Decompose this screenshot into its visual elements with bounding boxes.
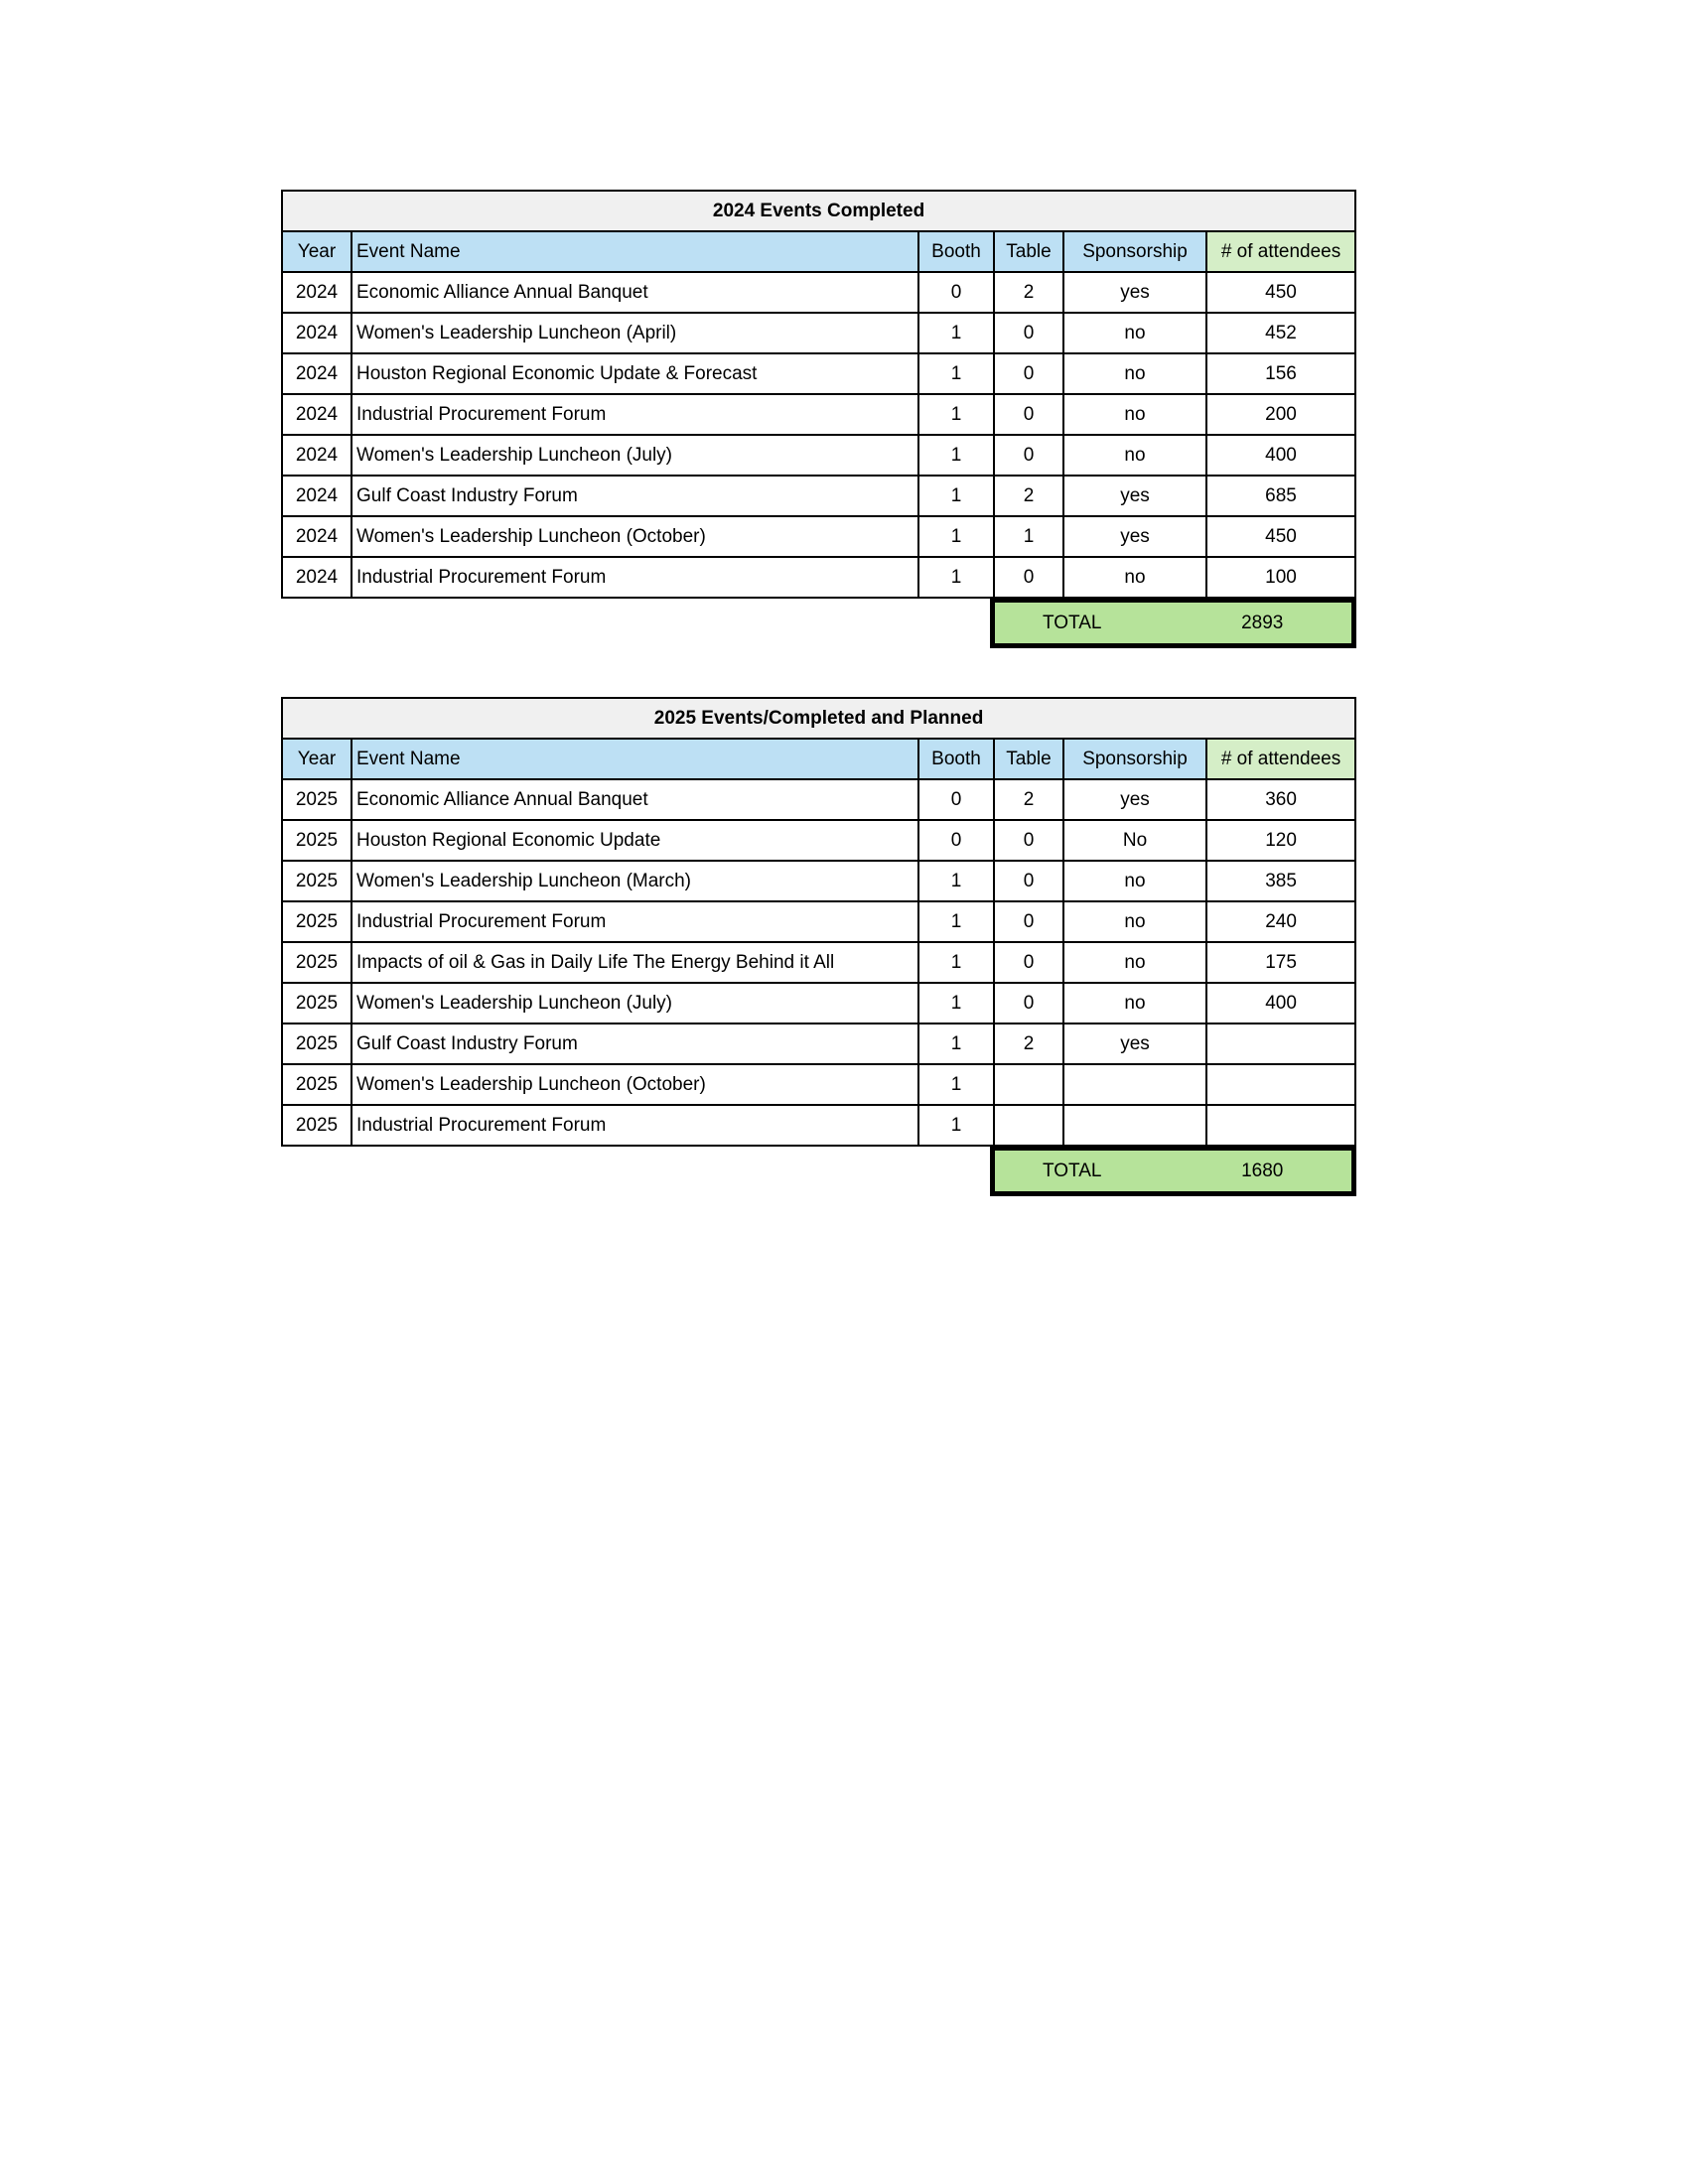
event-name-cell: Economic Alliance Annual Banquet xyxy=(352,779,918,820)
event-year-cell: 2025 xyxy=(282,1024,352,1064)
booth-count-cell: 1 xyxy=(918,861,994,901)
table-row xyxy=(282,861,1355,901)
booth-count-cell: 1 xyxy=(918,1064,994,1105)
total-label: TOTAL xyxy=(993,601,1174,646)
table-title-row xyxy=(282,191,1355,231)
attendees-cell: 156 xyxy=(1206,353,1355,394)
table-row xyxy=(282,1064,1355,1105)
event-year-cell: 2024 xyxy=(282,353,352,394)
attendees-cell: 360 xyxy=(1206,779,1355,820)
table-count-cell: 0 xyxy=(994,861,1063,901)
event-name-header: Event Name xyxy=(352,739,918,779)
event-year-cell: 2024 xyxy=(282,313,352,353)
sponsorship-cell xyxy=(1063,1105,1206,1146)
event-year-cell: 2025 xyxy=(282,901,352,942)
year-header: Year xyxy=(282,231,352,272)
event-year-cell: 2025 xyxy=(282,942,352,983)
sponsorship-header: Sponsorship xyxy=(1063,231,1206,272)
attendees-cell: 685 xyxy=(1206,476,1355,516)
table-row xyxy=(282,516,1355,557)
booth-count-cell: 1 xyxy=(918,353,994,394)
table-count-cell: 0 xyxy=(994,394,1063,435)
sponsorship-cell xyxy=(1063,1064,1206,1105)
table-count-cell: 0 xyxy=(994,435,1063,476)
events-2025-body xyxy=(282,698,1355,1146)
attendees-cell xyxy=(1206,1105,1355,1146)
attendees-header: # of attendees xyxy=(1206,231,1355,272)
total-2024-box xyxy=(990,599,1356,648)
attendees-header: # of attendees xyxy=(1206,739,1355,779)
attendees-cell xyxy=(1206,1064,1355,1105)
event-name-cell: Women's Leadership Luncheon (April) xyxy=(352,313,918,353)
sponsorship-cell: no xyxy=(1063,557,1206,598)
events-2024-section xyxy=(281,190,1354,648)
booth-count-cell: 1 xyxy=(918,1024,994,1064)
year-header: Year xyxy=(282,739,352,779)
event-year-cell: 2025 xyxy=(282,983,352,1024)
total-label: TOTAL xyxy=(993,1149,1174,1194)
column-header-row xyxy=(282,739,1355,779)
table-header: Table xyxy=(994,231,1063,272)
event-year-cell: 2024 xyxy=(282,435,352,476)
booth-count-cell: 1 xyxy=(918,557,994,598)
sponsorship-cell: No xyxy=(1063,820,1206,861)
booth-count-cell: 1 xyxy=(918,516,994,557)
table-row xyxy=(282,394,1355,435)
sponsorship-cell: yes xyxy=(1063,272,1206,313)
attendees-cell: 385 xyxy=(1206,861,1355,901)
sponsorship-cell: no xyxy=(1063,394,1206,435)
event-name-cell: Women's Leadership Luncheon (October) xyxy=(352,516,918,557)
table-count-cell: 2 xyxy=(994,779,1063,820)
booth-count-cell: 0 xyxy=(918,779,994,820)
booth-count-cell: 1 xyxy=(918,942,994,983)
total-value: 2893 xyxy=(1174,601,1354,646)
table-count-cell xyxy=(994,1105,1063,1146)
sponsorship-cell: no xyxy=(1063,901,1206,942)
table-count-cell: 0 xyxy=(994,942,1063,983)
attendees-cell xyxy=(1206,1024,1355,1064)
table-count-cell: 0 xyxy=(994,353,1063,394)
booth-count-cell: 1 xyxy=(918,476,994,516)
event-name-cell: Women's Leadership Luncheon (July) xyxy=(352,435,918,476)
booth-count-cell: 1 xyxy=(918,901,994,942)
table-row xyxy=(282,313,1355,353)
attendees-cell: 452 xyxy=(1206,313,1355,353)
sponsorship-header: Sponsorship xyxy=(1063,739,1206,779)
booth-count-cell: 1 xyxy=(918,1105,994,1146)
attendees-cell: 240 xyxy=(1206,901,1355,942)
table-count-cell: 0 xyxy=(994,820,1063,861)
booth-count-cell: 0 xyxy=(918,820,994,861)
event-year-cell: 2024 xyxy=(282,394,352,435)
total-2025-box xyxy=(990,1147,1356,1196)
sponsorship-cell: no xyxy=(1063,983,1206,1024)
event-year-cell: 2025 xyxy=(282,779,352,820)
events-2024-table xyxy=(281,190,1356,599)
event-name-cell: Women's Leadership Luncheon (March) xyxy=(352,861,918,901)
total-value: 1680 xyxy=(1174,1149,1354,1194)
event-name-cell: Industrial Procurement Forum xyxy=(352,901,918,942)
sponsorship-cell: no xyxy=(1063,435,1206,476)
table-row xyxy=(282,901,1355,942)
table-row xyxy=(282,1024,1355,1064)
event-name-cell: Women's Leadership Luncheon (July) xyxy=(352,983,918,1024)
event-name-cell: Industrial Procurement Forum xyxy=(352,394,918,435)
table-title: 2025 Events/Completed and Planned xyxy=(282,698,1355,739)
event-name-cell: Industrial Procurement Forum xyxy=(352,557,918,598)
booth-count-cell: 1 xyxy=(918,435,994,476)
table-title: 2024 Events Completed xyxy=(282,191,1355,231)
table-row xyxy=(282,557,1355,598)
sponsorship-cell: no xyxy=(1063,942,1206,983)
table-title-row xyxy=(282,698,1355,739)
table-count-cell: 1 xyxy=(994,516,1063,557)
sponsorship-cell: yes xyxy=(1063,476,1206,516)
table-row xyxy=(282,779,1355,820)
table-row xyxy=(282,435,1355,476)
event-year-cell: 2025 xyxy=(282,861,352,901)
sponsorship-cell: no xyxy=(1063,353,1206,394)
table-count-cell xyxy=(994,1064,1063,1105)
booth-count-cell: 1 xyxy=(918,394,994,435)
booth-count-cell: 1 xyxy=(918,983,994,1024)
event-name-cell: Impacts of oil & Gas in Daily Life The Energy Behind it All xyxy=(352,942,918,983)
sponsorship-cell: yes xyxy=(1063,1024,1206,1064)
table-row xyxy=(282,983,1355,1024)
table-row xyxy=(282,353,1355,394)
column-header-row xyxy=(282,231,1355,272)
event-year-cell: 2025 xyxy=(282,1064,352,1105)
table-count-cell: 0 xyxy=(994,983,1063,1024)
event-year-cell: 2025 xyxy=(282,1105,352,1146)
event-name-cell: Women's Leadership Luncheon (October) xyxy=(352,1064,918,1105)
attendees-cell: 120 xyxy=(1206,820,1355,861)
attendees-cell: 175 xyxy=(1206,942,1355,983)
booth-count-cell: 0 xyxy=(918,272,994,313)
table-row xyxy=(282,476,1355,516)
table-row xyxy=(282,272,1355,313)
sponsorship-cell: yes xyxy=(1063,779,1206,820)
event-year-cell: 2025 xyxy=(282,820,352,861)
event-name-cell: Houston Regional Economic Update xyxy=(352,820,918,861)
table-row xyxy=(282,1105,1355,1146)
event-name-cell: Economic Alliance Annual Banquet xyxy=(352,272,918,313)
table-count-cell: 0 xyxy=(994,313,1063,353)
event-year-cell: 2024 xyxy=(282,516,352,557)
attendees-cell: 400 xyxy=(1206,983,1355,1024)
attendees-cell: 100 xyxy=(1206,557,1355,598)
attendees-cell: 450 xyxy=(1206,516,1355,557)
table-row xyxy=(282,942,1355,983)
table-count-cell: 0 xyxy=(994,557,1063,598)
event-name-cell: Industrial Procurement Forum xyxy=(352,1105,918,1146)
table-count-cell: 0 xyxy=(994,901,1063,942)
event-name-cell: Gulf Coast Industry Forum xyxy=(352,1024,918,1064)
table-header: Table xyxy=(994,739,1063,779)
booth-header: Booth xyxy=(918,231,994,272)
events-2024-body xyxy=(282,191,1355,598)
booth-count-cell: 1 xyxy=(918,313,994,353)
table-count-cell: 2 xyxy=(994,272,1063,313)
attendees-cell: 450 xyxy=(1206,272,1355,313)
attendees-cell: 400 xyxy=(1206,435,1355,476)
sponsorship-cell: no xyxy=(1063,861,1206,901)
event-year-cell: 2024 xyxy=(282,272,352,313)
events-2025-table xyxy=(281,697,1356,1147)
event-name-cell: Houston Regional Economic Update & Forecast xyxy=(352,353,918,394)
booth-header: Booth xyxy=(918,739,994,779)
event-year-cell: 2024 xyxy=(282,476,352,516)
event-year-cell: 2024 xyxy=(282,557,352,598)
sponsorship-cell: no xyxy=(1063,313,1206,353)
event-name-header: Event Name xyxy=(352,231,918,272)
sponsorship-cell: yes xyxy=(1063,516,1206,557)
event-name-cell: Gulf Coast Industry Forum xyxy=(352,476,918,516)
table-count-cell: 2 xyxy=(994,476,1063,516)
attendees-cell: 200 xyxy=(1206,394,1355,435)
table-count-cell: 2 xyxy=(994,1024,1063,1064)
events-2025-section xyxy=(281,697,1354,1196)
table-row xyxy=(282,820,1355,861)
